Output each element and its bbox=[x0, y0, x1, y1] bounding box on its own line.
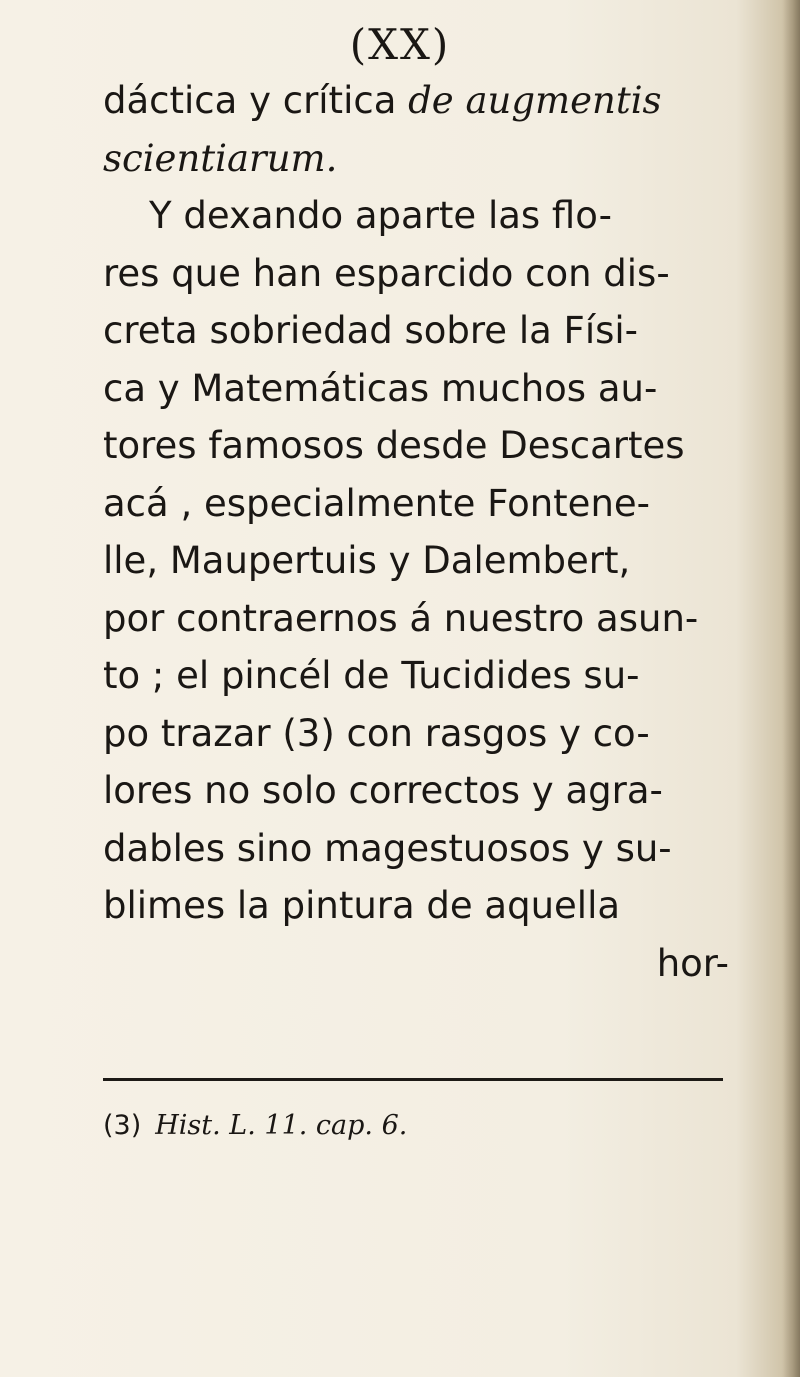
paragraph-start-line: Y dexando aparte las flo- bbox=[149, 194, 612, 237]
text-line: tores famosos desde Descartes bbox=[103, 424, 685, 467]
text-line: to ; el pincél de Tucidides su- bbox=[103, 654, 640, 697]
text-line: scientiarum. bbox=[103, 136, 338, 180]
body-text bbox=[103, 72, 743, 992]
text-line: lle, Maupertuis y Dalembert, bbox=[103, 539, 631, 582]
text-line: acá , especialmente Fontene- bbox=[103, 481, 651, 525]
text-line: blimes la pintura de aquella bbox=[103, 884, 621, 927]
footnote-marker: (3) bbox=[103, 1110, 142, 1141]
text-line: dables sino magestuosos y su- bbox=[103, 826, 672, 870]
text-line: ca y Matemáticas muchos au- bbox=[103, 366, 658, 410]
text-line: creta sobriedad sobre la Físi- bbox=[103, 309, 639, 352]
footnote-text: Hist. L. 11. cap. 6. bbox=[155, 1110, 408, 1141]
text-line: dáctica y crítica de augmentis bbox=[103, 79, 662, 122]
catchword: hor- bbox=[656, 941, 729, 985]
text-line: por contraernos á nuestro asun- bbox=[103, 596, 699, 640]
page-number: (XX) bbox=[349, 20, 451, 69]
text-line: lores no solo correctos y agra- bbox=[103, 769, 663, 812]
footnote-rule bbox=[103, 1078, 723, 1081]
footnote bbox=[103, 1110, 743, 1141]
page-edge-shadow bbox=[782, 0, 800, 1377]
text-line: res que han esparcido con dis- bbox=[103, 251, 670, 295]
text-line: po trazar (3) con rasgos y co- bbox=[103, 711, 650, 755]
